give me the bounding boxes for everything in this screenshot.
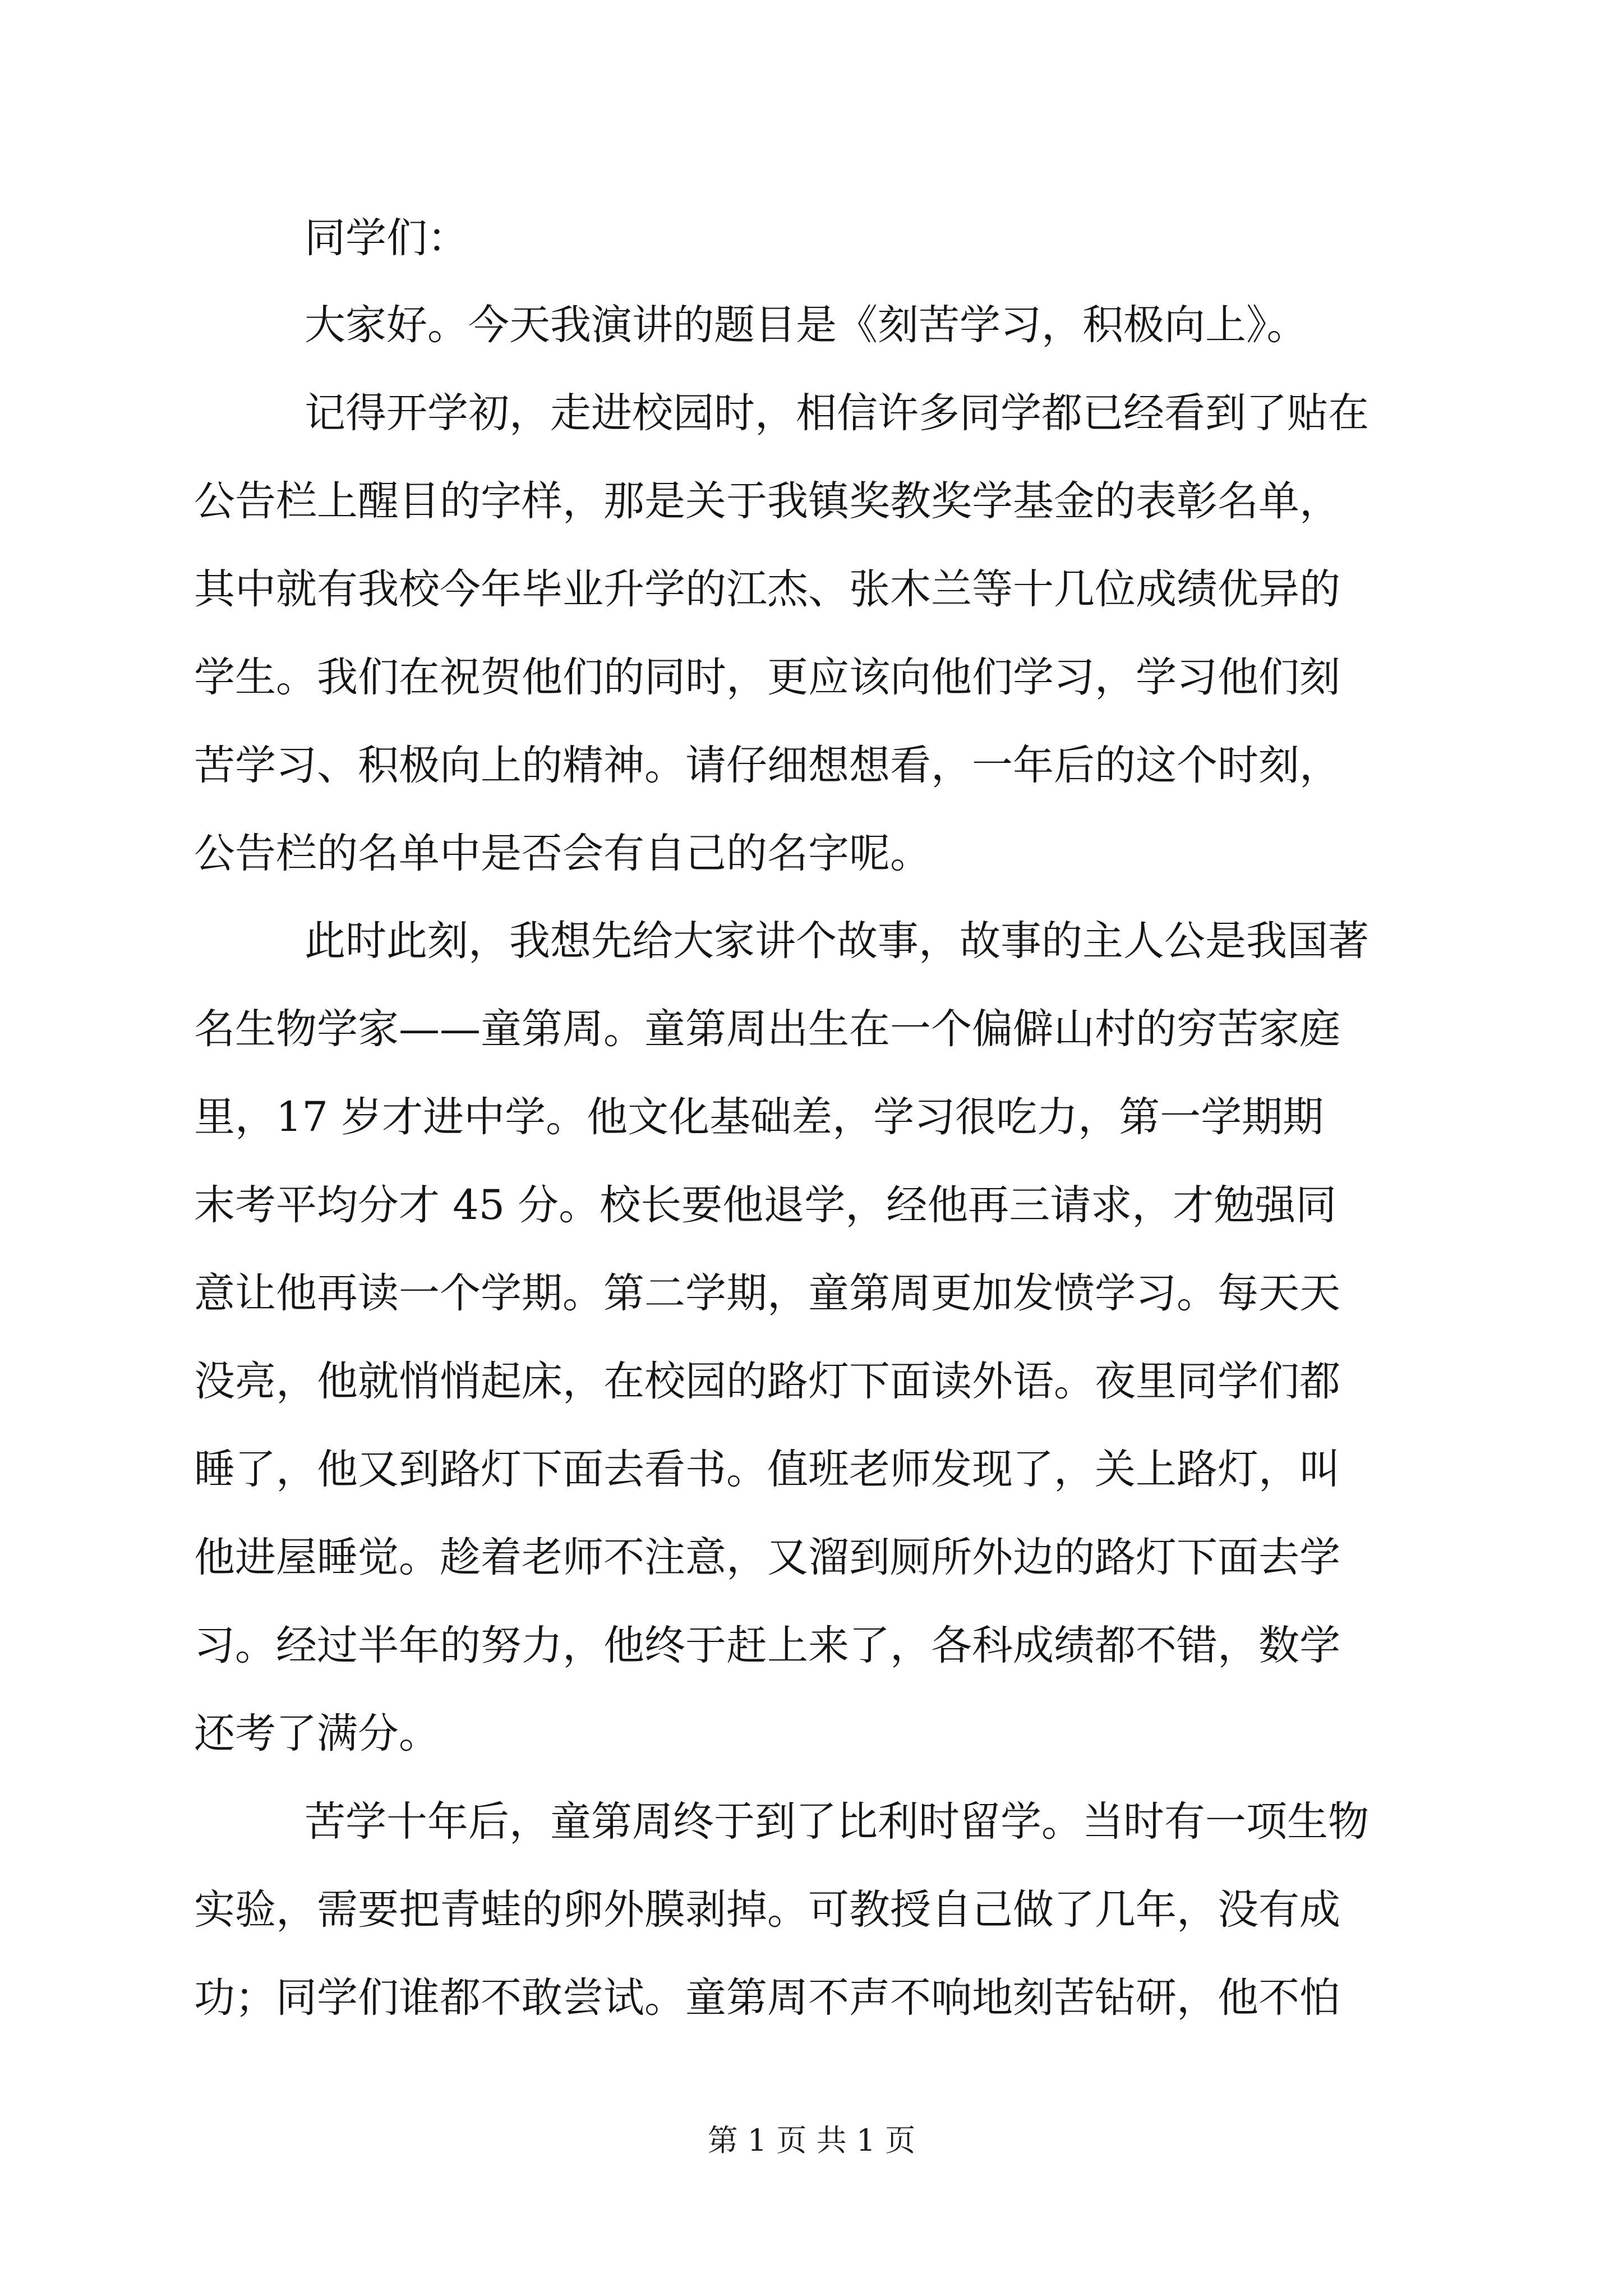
paragraph-2-line-3: 里，17 岁才进中学。他文化基础差，学习很吃力，第一学期期 <box>194 1093 1324 1141</box>
paragraph-1-line-2: 公告栏上醒目的字样，那是关于我镇奖教奖学基金的表彰名单， <box>194 477 1340 525</box>
paragraph-3-line-1: 苦学十年后，童第周终于到了比利时留学。当时有一项生物 <box>305 1798 1369 1846</box>
paragraph-2-line-1: 此时此刻，我想先给大家讲个故事，故事的主人公是我国著 <box>305 917 1369 965</box>
paragraph-1-line-3: 其中就有我校今年毕业升学的江杰、张木兰等十几位成绩优异的 <box>194 565 1340 613</box>
paragraph-2-line-2: 名生物学家——童第周。童第周出生在一个偏僻山村的穷苦家庭 <box>194 1005 1340 1053</box>
paragraph-2-line-8: 他进屋睡觉。趁着老师不注意，又溜到厕所外边的路灯下面去学 <box>194 1534 1340 1581</box>
paragraph-2-line-6: 没亮，他就悄悄起床，在校园的路灯下面读外语。夜里同学们都 <box>194 1358 1340 1405</box>
paragraph-3-line-2: 实验，需要把青蛙的卵外膜剥掉。可教授自己做了几年，没有成 <box>194 1886 1340 1934</box>
paragraph-2-line-9: 习。经过半年的努力，他终于赶上来了，各科成绩都不错，数学 <box>194 1622 1340 1669</box>
paragraph-2-line-5: 意让他再读一个学期。第二学期，童第周更加发愤学习。每天天 <box>194 1269 1340 1317</box>
paragraph-2-line-7: 睡了，他又到路灯下面去看书。值班老师发现了，关上路灯，叫 <box>194 1446 1340 1493</box>
paragraph-2-line-4: 末考平均分才 45 分。校长要他退学，经他再三请求，才勉强同 <box>194 1181 1337 1229</box>
page-number-footer: 第 1 页 共 1 页 <box>707 2123 916 2158</box>
paragraph-1-line-5: 苦学习、积极向上的精神。请仔细想想看，一年后的这个时刻， <box>194 742 1340 789</box>
paragraph-1-line-6: 公告栏的名单中是否会有自己的名字呢。 <box>194 830 931 877</box>
paragraph-1-line-1: 记得开学初，走进校园时，相信许多同学都已经看到了贴在 <box>305 389 1369 437</box>
paragraph-1-line-4: 学生。我们在祝贺他们的同时，更应该向他们学习，学习他们刻 <box>194 654 1340 701</box>
line-greeting: 大家好。今天我演讲的题目是《刻苦学习，积极向上》。 <box>305 301 1308 349</box>
paragraph-2-line-10: 还考了满分。 <box>194 1710 440 1757</box>
line-salutation: 同学们： <box>305 214 468 262</box>
paragraph-3-line-3: 功；同学们谁都不敢尝试。童第周不声不响地刻苦钻研，他不怕 <box>194 1974 1340 2022</box>
